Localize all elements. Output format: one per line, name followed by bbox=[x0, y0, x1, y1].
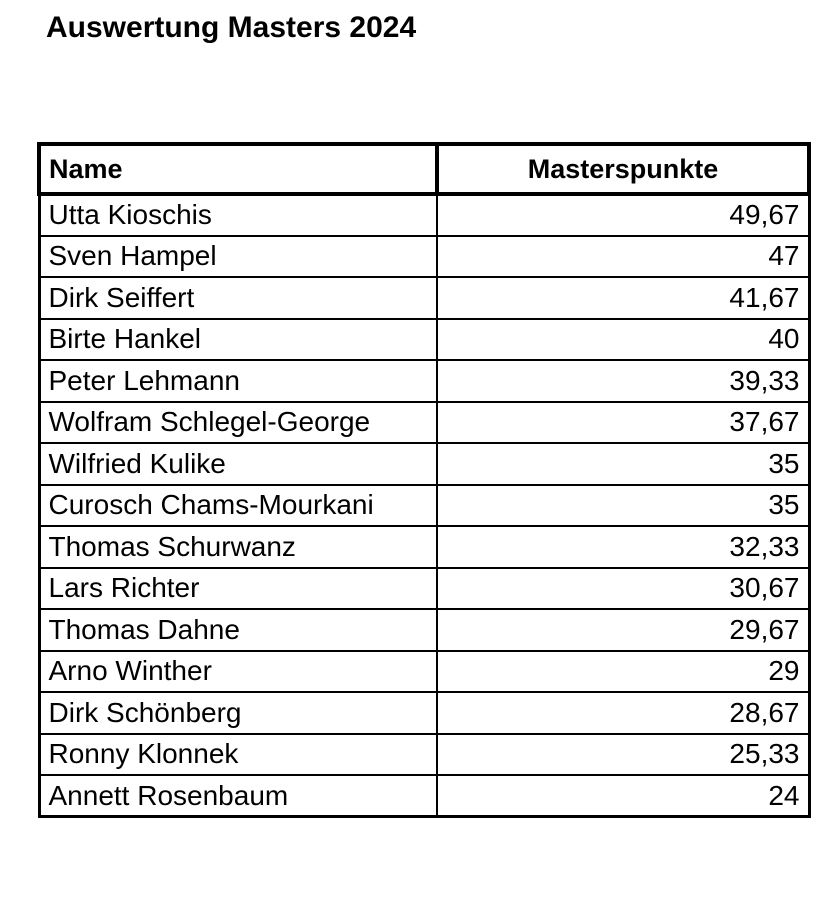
table-header bbox=[39, 144, 809, 194]
column-header-name: Name bbox=[39, 144, 437, 194]
cell-name: Birte Hankel bbox=[39, 319, 437, 361]
cell-points: 41,67 bbox=[437, 277, 809, 319]
cell-name: Wilfried Kulike bbox=[39, 443, 437, 485]
cell-points: 24 bbox=[437, 775, 809, 817]
cell-points: 29 bbox=[437, 651, 809, 693]
page-title: Auswertung Masters 2024 bbox=[46, 11, 417, 44]
header-row bbox=[39, 144, 809, 194]
cell-name: Arno Winther bbox=[39, 651, 437, 693]
table-row bbox=[39, 277, 809, 319]
cell-points: 30,67 bbox=[437, 568, 809, 610]
table-row bbox=[39, 734, 809, 776]
cell-points: 49,67 bbox=[437, 194, 809, 236]
table-row bbox=[39, 485, 809, 527]
table-row bbox=[39, 236, 809, 278]
cell-points: 35 bbox=[437, 443, 809, 485]
table-row bbox=[39, 194, 809, 236]
cell-name: Dirk Seiffert bbox=[39, 277, 437, 319]
table-row bbox=[39, 651, 809, 693]
cell-name: Ronny Klonnek bbox=[39, 734, 437, 776]
table-row bbox=[39, 609, 809, 651]
cell-points: 29,67 bbox=[437, 609, 809, 651]
cell-name: Sven Hampel bbox=[39, 236, 437, 278]
table-row bbox=[39, 402, 809, 444]
cell-name: Lars Richter bbox=[39, 568, 437, 610]
cell-name: Curosch Chams-Mourkani bbox=[39, 485, 437, 527]
table-row bbox=[39, 443, 809, 485]
cell-points: 28,67 bbox=[437, 692, 809, 734]
cell-points: 25,33 bbox=[437, 734, 809, 776]
cell-name: Annett Rosenbaum bbox=[39, 775, 437, 817]
cell-points: 39,33 bbox=[437, 360, 809, 402]
table-row bbox=[39, 568, 809, 610]
cell-name: Wolfram Schlegel-George bbox=[39, 402, 437, 444]
cell-name: Utta Kioschis bbox=[39, 194, 437, 236]
results-table bbox=[37, 142, 811, 818]
column-header-points: Masterspunkte bbox=[437, 144, 809, 194]
cell-points: 35 bbox=[437, 485, 809, 527]
cell-name: Dirk Schönberg bbox=[39, 692, 437, 734]
cell-points: 32,33 bbox=[437, 526, 809, 568]
table-row bbox=[39, 692, 809, 734]
table-body bbox=[39, 194, 809, 817]
cell-points: 40 bbox=[437, 319, 809, 361]
cell-name: Thomas Schurwanz bbox=[39, 526, 437, 568]
cell-name: Peter Lehmann bbox=[39, 360, 437, 402]
table-row bbox=[39, 360, 809, 402]
cell-name: Thomas Dahne bbox=[39, 609, 437, 651]
table-row bbox=[39, 775, 809, 817]
table-row bbox=[39, 319, 809, 361]
table-row bbox=[39, 526, 809, 568]
cell-points: 37,67 bbox=[437, 402, 809, 444]
cell-points: 47 bbox=[437, 236, 809, 278]
